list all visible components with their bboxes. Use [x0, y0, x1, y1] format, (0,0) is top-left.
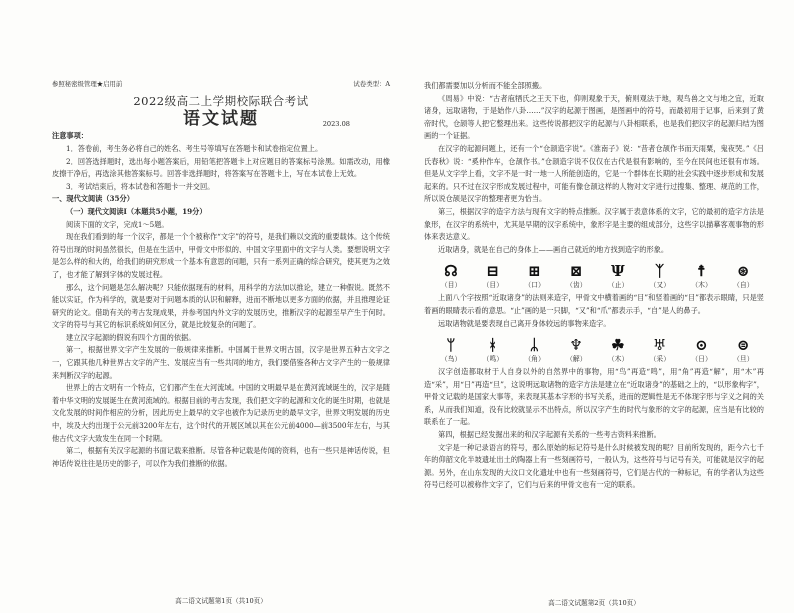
oracle-glyph: ⊠ （齿） — [566, 262, 587, 290]
passage-paragraph: 在汉字的起源问题上，还有一个“仓颉造字说”。《淮南子》说：“昔者仓颉作书而天雨粟，鬼夜哭。”《吕氏春秋》说：“奚仲作车，仓颉作书。”仓颉造字说不仅仅在古代是很有影响的，至今在民间也还很有市场。但是从文字学上看，文字不是一时一地一人所能创造的，它是一个群体在长期的社会实践中逐步形成和发展起来的。只不过在汉字形成发展过程中，可能有像仓颉这样的人物对文字进行过搜集、整理、规范的工作，所以说仓颉是汉字的整理者更为恰当。 — [424, 143, 764, 204]
oracle-glyph: ☘ （木） — [607, 336, 629, 364]
notice-title: 注意事项： — [52, 131, 88, 141]
oracle-glyph: ♆ （解） — [566, 336, 587, 364]
oracle-glyph: ⊙ （日） — [691, 336, 712, 364]
page-footer: 高二语文试题第1页（共10页） — [175, 597, 267, 606]
oracle-glyph: ☊ （目） — [440, 262, 462, 290]
instruction: 阅读下面的文字，完成1～5题。 — [66, 219, 169, 229]
oracle-glyph: ⊜ （旦） — [733, 336, 754, 364]
page-2 — [424, 80, 764, 610]
passage-paragraph: 远取诸物就是要表现自己离开身体较远的事物来造字。 — [438, 318, 611, 328]
passage-paragraph: 《周易》中说：“古者庖牺氏之王天下也，仰则观象于天，俯则观法于地，观鸟兽之文与地之宜，近取诸身，远取诸物，于是始作八卦……”汉字的起源于图画，是图画中的符号，而最初用于记事，后来到了黄帝时代，仓颉等人把它整理出来。这些传说都把汉字的起源与八卦相联系，也是我们把汉字的起源归结为图画的一个证据。 — [424, 93, 764, 141]
oracle-glyph: ⊞ （口） — [524, 262, 545, 290]
passage-paragraph: 建立汉字起源的假说有四个方面的依据。 — [66, 332, 196, 342]
notice-item: 3．考试结束后，将本试卷和答题卡一并交回。 — [66, 181, 215, 191]
oracle-glyph-row-1 — [430, 262, 764, 290]
paper-type-label: 试卷类型：A — [353, 80, 390, 88]
oracle-glyph: ⊟ （目） — [482, 262, 504, 290]
subject-title: 语文试题 — [183, 109, 259, 130]
passage-paragraph: 汉字创造都取材于人自身以外的自然界中的事物，用“鸟”再造“鸣”，用“角”再造“解”，用“木”再造“采”，用“日”再造“旦”，这说明远取诸物的造字方法是建立在“近取诸身”的基础之上的，“以形象构字”，甲骨文记载的是国家大事等，来表现其基本字形的书写关系，进而的逻辑性是无不体现字形与字义之间的关系，从而我们知道，没有比较就显示不出特点，所以汉字产生的时代与象形的文字的起源，应当是有比较的联系在了一起。 — [424, 367, 764, 427]
section-heading: 一、现代文阅读（35分） — [52, 194, 134, 204]
oracle-glyph: ☨ （木） — [691, 262, 712, 290]
passage-paragraph: 我们都需要加以分析而不能全部照搬。 — [424, 81, 547, 90]
oracle-glyph: ⊛ （自） — [733, 262, 754, 290]
oracle-glyph: ᛘ （鸟） — [440, 336, 462, 364]
oracle-glyph: ᛉ （又） — [649, 262, 671, 290]
passage-paragraph: 第四，根据已经发掘出来的和汉字起源有关系的一些考古资料来推断。 — [438, 430, 661, 440]
exam-date: 2023.08 — [322, 119, 350, 128]
passage-paragraph: 第二，根据有关汉字起源的书面记载来推断。尽管各种记载是传闻的资料，也有一些只是神话传说，但神话传说往往是历史的影子，可以作为我们推断的依据。 — [52, 446, 390, 468]
oracle-glyph: Ψ （止） — [607, 262, 629, 290]
passage-paragraph: 第三，根据汉字的造字方法与现有文字的特点推断。汉字属于表意体系的文字，它的最初的造字方法是象形，在汉字的系统中，尤其是早期的汉字系统中，象形字是主要的组成部分，这些字以描摹客观事物的形体来表达意义。 — [424, 206, 764, 242]
oracle-glyph-row-2 — [430, 336, 764, 364]
passage-paragraph: 现在我们看到的每一个汉字，都是一个个被称作“文字”的符号，是我们赖以交流的重要载体。这个传统符号出现的时间虽然很长，但是在生活中，甲骨文中形似的、中国文字里面中的文字与人类。要想说明文字是怎么样的和大的，给我们的研究形成一个基本有意思的问题，只有一系列正确的综合研究，使其更为之效了，也才能了解到字体的发展过程。 — [52, 232, 390, 279]
oracle-glyph: ᚼ （鸣） — [482, 336, 504, 364]
page-footer: 高二语文试题第2页（共10页） — [548, 599, 640, 608]
passage-paragraph: 第一，根据世界文字产生发展的一般规律来推断。中国属于世界文明古国，汉字是世界五种古文字之一，它跟其他几种世界古文字的产生、发展应当有一些共同的地方，我们要借鉴各种古文字产生的一般规律来判断汉字的起源。 — [52, 345, 390, 380]
subsection-heading: （一）现代文阅读Ⅰ（本题共5小题，19分） — [66, 206, 207, 216]
confidential-label: 参照秘密级管理★启用前 — [52, 80, 123, 88]
oracle-glyph: ᛦ （角） — [524, 336, 545, 364]
passage-paragraph: 那么，这个问题是怎么解决呢？只能依据现有的材料，用科学的方法加以推论，建立一种假说。既然不能以实证，作为科学的，就是要对于问题本质的认识和解释，进而不断地以更多方面的依据，并且推理论证研究的论文。借助有关的考古发现成果，并参考国内外文字的发展历史，推断汉字的起源至早产生于何时。文字的符号与其它的标识系统如何区分，就是比较复杂的问题了。 — [52, 282, 390, 330]
passage-paragraph: 上面八个字按照“近取诸身”的法则来造字，甲骨文中横着画的“目”和竖着画的“目”都表示眼睛，只是竖着画的眼睛表示看的意思。“止”画的是一只脚，“又”和“爪”都表示手，“自”是人的鼻子。 — [424, 293, 764, 315]
page-1 — [52, 78, 390, 608]
passage-paragraph: 世界上的古文明有一个特点，它们都产生在大河流域。中国的文明最早是在黄河流域诞生的，汉字是随着中华文明的发展诞生在黄河流域的。根据目前的考古发现，我们把文字的起源和文化的诞生时期，也就是文化发展的时间作相应的分析，因此历史上最早的文字也被作为记录历史的最早文字，世界文明发展的历史中，埃及大约出现于公元前3200年左右，这个时代的开展区域以其在公元前4000—前3500年左右，与其他古代文字大致发生在同一个时期。 — [52, 383, 390, 443]
notice-item: 1．答卷前，考生务必将自己的姓名、考生号等填写在答题卡和试卷指定位置上。 — [66, 143, 323, 153]
notice-item: 2．回答选择题时，选出每小题答案后，用铅笔把答题卡上对应题目的答案标号涂黑。如需改动，用橡皮擦干净后，再选涂其他答案标号。回答非选择题时，将答案写在答题卡上，写在本试卷上无效。 — [52, 156, 390, 179]
oracle-glyph: ♅ （采） — [649, 336, 671, 364]
figure-caption: 近取诸身，就是在自己的身体上——画自己就近的地方找到造字的形象。 — [438, 244, 669, 254]
passage-paragraph: 文字是一种记录语言的符号，那么原始的标记符号是什么时候被发现的呢？目前所发现的，距今六七千年的仰韶文化半坡遗址出土的陶器上有一些刻画符号，一般认为，这些符号与记号有关，可能就是汉字的起源。另外，在山东发现的大汶口文化遗址中也有一些刻画符号，它们是古代的一种标记，有的学者认为这些符号已经可以被称作文字了，它们与后来的甲骨文也有一定的联系。 — [424, 442, 764, 490]
exam-title: 2022级高二上学期校际联合考试 — [133, 93, 309, 108]
